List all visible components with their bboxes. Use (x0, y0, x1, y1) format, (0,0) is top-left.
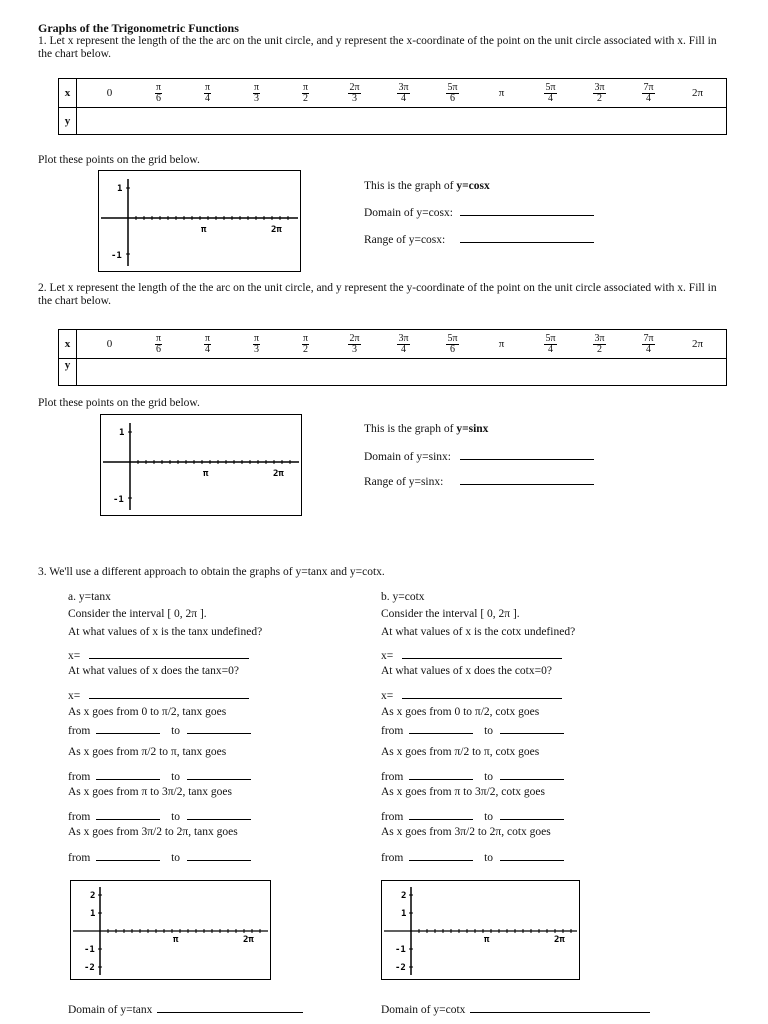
x-value-fraction (155, 334, 162, 355)
fraction-numerator: 2π (349, 332, 360, 344)
x-value-cell (526, 334, 575, 355)
x-value-fraction (155, 83, 162, 104)
q3a-zero-blank[interactable] (89, 688, 249, 699)
q3b-goes2: As x goes from π/2 to π, cotx goes (381, 746, 540, 758)
cot-domain-blank[interactable] (470, 1002, 650, 1013)
tick-label-neg1: -1 (84, 945, 95, 955)
to-label: to (484, 852, 494, 864)
x-value-cell (379, 83, 428, 104)
x-value-cell (85, 338, 134, 350)
fraction-numerator: 3π (398, 332, 409, 344)
tan-domain-line (68, 1002, 303, 1016)
q3b-from-to-2 (381, 769, 564, 783)
fraction-denominator: 4 (646, 92, 651, 104)
from-blank[interactable] (96, 723, 160, 734)
x-value-fraction (348, 334, 360, 355)
tick-label-1: 1 (117, 184, 123, 194)
sin-domain-line (364, 449, 594, 463)
q3a-from-to-2 (68, 769, 251, 783)
x-value: π (498, 87, 505, 99)
x-value-cell (624, 83, 673, 104)
x-value-cell (183, 334, 232, 355)
fraction-denominator: 6 (156, 343, 161, 355)
fraction-denominator: 6 (156, 92, 161, 104)
x-value-cell (85, 87, 134, 99)
tan-graph-svg (71, 881, 270, 979)
graph-label-prefix: This is the graph of (364, 180, 457, 192)
x-value-cell (673, 338, 722, 350)
domain-label: Domain of y=sinx: (364, 451, 451, 463)
q3a-zero-answer (68, 688, 249, 702)
x-value-cell (624, 334, 673, 355)
fraction-denominator: 3 (254, 92, 259, 104)
x-value-cell (134, 334, 183, 355)
q3b-goes1: As x goes from 0 to π/2, cotx goes (381, 706, 540, 718)
graph-label-prefix: This is the graph of (364, 423, 457, 435)
q3a-from-to-1 (68, 723, 251, 737)
to-label: to (171, 725, 181, 737)
tick-label-pi: π (173, 935, 179, 945)
x-value-cell (281, 334, 330, 355)
tick-label-2: 2 (401, 891, 407, 901)
tick-label-1: 1 (90, 909, 96, 919)
q3a-interval: Consider the interval [ 0, 2π ]. (68, 608, 207, 620)
range-label: Range of y=sinx: (364, 476, 444, 488)
x-value-fraction (397, 83, 409, 104)
q3b-heading: b. y=cotx (381, 591, 425, 603)
tick-label-2pi: 2π (273, 469, 284, 479)
x-value-fraction (397, 334, 409, 355)
q3b-undefined-answer (381, 648, 562, 662)
x-value-fraction (642, 334, 654, 355)
q3b-goes4: As x goes from 3π/2 to 2π, cotx goes (381, 826, 551, 838)
x-value: 2π (691, 338, 704, 350)
x-value-cell (673, 87, 722, 99)
q3a-undefined-answer (68, 648, 249, 662)
x-value-fraction (253, 334, 260, 355)
fraction-numerator: π (155, 332, 162, 344)
fraction-denominator: 4 (401, 343, 406, 355)
y-row-label: y (59, 108, 77, 135)
from-label: from (68, 811, 91, 823)
x-eq-label: x= (68, 690, 81, 702)
x-value-fraction (302, 83, 309, 104)
q3b-goes3: As x goes from π to 3π/2, cotx goes (381, 786, 545, 798)
fraction-denominator: 4 (646, 343, 651, 355)
to-blank[interactable] (500, 850, 564, 861)
fraction-numerator: π (302, 332, 309, 344)
fraction-denominator: 6 (450, 343, 455, 355)
x-value: 0 (106, 87, 113, 99)
from-blank[interactable] (96, 769, 160, 780)
q3b-zero-answer (381, 688, 562, 702)
tick-label-pi: π (484, 935, 490, 945)
cot-graph-grid[interactable] (381, 880, 580, 980)
tick-label-neg1: -1 (113, 495, 124, 505)
domain-label: Domain of y=cotx (381, 1004, 466, 1016)
q3a-goes2: As x goes from π/2 to π, tanx goes (68, 746, 227, 758)
from-blank[interactable] (409, 850, 473, 861)
domain-label: Domain of y=tanx (68, 1004, 153, 1016)
tick-label-2pi: 2π (243, 935, 254, 945)
tan-graph-grid[interactable] (70, 880, 271, 980)
fraction-denominator: 4 (548, 343, 553, 355)
to-blank[interactable] (187, 809, 251, 820)
to-label: to (484, 725, 494, 737)
q3a-goes4: As x goes from 3π/2 to 2π, tanx goes (68, 826, 238, 838)
x-value-fraction (253, 83, 260, 104)
x-row-label: x (59, 79, 77, 108)
q3a-heading: a. y=tanx (68, 591, 111, 603)
cos-range-line (364, 232, 594, 246)
to-label: to (171, 771, 181, 783)
tick-label-neg2: -2 (84, 963, 95, 973)
x-value-fraction (204, 83, 211, 104)
x-value: 0 (106, 338, 113, 350)
cos-domain-blank[interactable] (460, 205, 594, 216)
q1-table (58, 78, 727, 135)
sin-graph-grid[interactable] (100, 414, 302, 516)
sin-graph-label (364, 423, 488, 435)
page-title: Graphs of the Trigonometric Functions (38, 21, 239, 35)
x-value-fraction (348, 83, 360, 104)
fraction-numerator: π (204, 332, 211, 344)
to-label: to (484, 811, 494, 823)
tick-label-neg2: -2 (395, 963, 406, 973)
from-blank[interactable] (409, 769, 473, 780)
q3a-from-to-4 (68, 850, 251, 864)
q3b-from-to-4 (381, 850, 564, 864)
sin-domain-blank[interactable] (460, 449, 594, 460)
x-value-fraction (593, 83, 605, 104)
x-value-cell (575, 334, 624, 355)
graph-label-fn: y=cosx (456, 180, 490, 192)
to-label: to (171, 852, 181, 864)
q2-table (58, 329, 727, 386)
to-label: to (171, 811, 181, 823)
fraction-denominator: 3 (352, 92, 357, 104)
fraction-denominator: 3 (352, 343, 357, 355)
q2-plot-label: Plot these points on the grid below. (38, 397, 200, 409)
cot-domain-line (381, 1002, 650, 1016)
q1-text: 1. Let x represent the length of the the arc on the unit circle, and y represent the x-coordinate of the point on the unit circle associated with x. Fill in the chart below. (38, 35, 717, 60)
fraction-denominator: 3 (254, 343, 259, 355)
x-value-fraction (544, 83, 556, 104)
cos-graph-label (364, 180, 490, 192)
tick-label-1: 1 (119, 428, 125, 438)
x-value-fraction (446, 83, 458, 104)
sin-graph-svg (101, 415, 301, 515)
to-blank[interactable] (500, 769, 564, 780)
fraction-numerator: 5π (545, 81, 556, 93)
from-label: from (381, 852, 404, 864)
q3b-interval: Consider the interval [ 0, 2π ]. (381, 608, 520, 620)
from-label: from (381, 771, 404, 783)
graph-label-fn: y=sinx (456, 423, 489, 435)
from-blank[interactable] (409, 809, 473, 820)
cos-graph-svg (99, 171, 300, 271)
tick-label-2pi: 2π (554, 935, 565, 945)
x-value-fraction (302, 334, 309, 355)
x-value-fraction (446, 334, 458, 355)
x-value-cell (232, 334, 281, 355)
q3a-zero-q: At what values of x does the tanx=0? (68, 665, 239, 677)
range-label: Range of y=cosx: (364, 234, 446, 246)
sin-range-blank[interactable] (460, 474, 594, 485)
cos-range-blank[interactable] (460, 232, 594, 243)
fraction-denominator: 4 (401, 92, 406, 104)
q3a-from-to-3 (68, 809, 251, 823)
from-label: from (381, 811, 404, 823)
x-value: π (498, 338, 505, 350)
from-label: from (381, 725, 404, 737)
y-values-row[interactable] (77, 108, 727, 135)
q3b-zero-q: At what values of x does the cotx=0? (381, 665, 552, 677)
x-value: 2π (691, 87, 704, 99)
x-axis-ticks (128, 432, 290, 498)
q3a-undefined-q: At what values of x is the tanx undefined? (68, 626, 263, 638)
from-label: from (68, 771, 91, 783)
x-eq-label: x= (381, 650, 394, 662)
x-eq-label: x= (68, 650, 81, 662)
to-blank[interactable] (500, 809, 564, 820)
fraction-numerator: 7π (643, 332, 654, 344)
x-value-cell (232, 83, 281, 104)
x-value-cell (281, 83, 330, 104)
to-blank[interactable] (187, 850, 251, 861)
q3b-undefined-blank[interactable] (402, 648, 562, 659)
tick-label-pi: π (203, 469, 209, 479)
from-blank[interactable] (96, 809, 160, 820)
to-blank[interactable] (187, 769, 251, 780)
x-values-row (77, 330, 726, 358)
x-value-cell (183, 83, 232, 104)
x-eq-label: x= (381, 690, 394, 702)
fraction-numerator: π (253, 332, 260, 344)
q3a-goes1: As x goes from 0 to π/2, tanx goes (68, 706, 227, 718)
x-value-cell (477, 87, 526, 99)
cos-domain-line (364, 205, 594, 219)
to-blank[interactable] (187, 723, 251, 734)
fraction-numerator: 5π (447, 332, 458, 344)
x-value-cell (428, 83, 477, 104)
cos-graph-grid[interactable] (98, 170, 301, 272)
q3b-from-to-1 (381, 723, 564, 737)
from-label: from (68, 852, 91, 864)
x-value-cell (134, 83, 183, 104)
fraction-denominator: 2 (303, 343, 308, 355)
tick-label-neg1: -1 (111, 251, 122, 261)
from-blank[interactable] (96, 850, 160, 861)
x-value-fraction (544, 334, 556, 355)
fraction-numerator: 7π (643, 81, 654, 93)
domain-label: Domain of y=cosx: (364, 207, 453, 219)
x-value-fraction (593, 334, 605, 355)
tick-label-pi: π (201, 225, 207, 235)
cot-graph-svg (382, 881, 579, 979)
fraction-numerator: 2π (349, 81, 360, 93)
from-blank[interactable] (409, 723, 473, 734)
x-value-cell (428, 334, 477, 355)
fraction-numerator: 3π (594, 81, 605, 93)
tick-label-2: 2 (90, 891, 96, 901)
sin-range-line (364, 474, 594, 488)
q3-intro: 3. We'll use a different approach to obtain the graphs of y=tanx and y=cotx. (38, 566, 385, 578)
q3b-undefined-q: At what values of x is the cotx undefined? (381, 626, 576, 638)
fraction-denominator: 2 (597, 343, 602, 355)
q3b-from-to-3 (381, 809, 564, 823)
fraction-numerator: π (253, 81, 260, 93)
x-value-cell (379, 334, 428, 355)
x-value-cell (477, 338, 526, 350)
tick-label-1: 1 (401, 909, 407, 919)
to-blank[interactable] (500, 723, 564, 734)
fraction-denominator: 2 (597, 92, 602, 104)
x-value-cell (330, 334, 379, 355)
x-value-fraction (204, 334, 211, 355)
to-label: to (484, 771, 494, 783)
fraction-numerator: 5π (545, 332, 556, 344)
tan-domain-blank[interactable] (157, 1002, 303, 1013)
q3a-undefined-blank[interactable] (89, 648, 249, 659)
y-values-row[interactable] (77, 359, 727, 386)
fraction-numerator: π (204, 81, 211, 93)
q3a-goes3: As x goes from π to 3π/2, tanx goes (68, 786, 232, 798)
fraction-denominator: 6 (450, 92, 455, 104)
x-value-cell (330, 83, 379, 104)
from-label: from (68, 725, 91, 737)
fraction-denominator: 4 (548, 92, 553, 104)
x-value-cell (526, 83, 575, 104)
q1-plot-label: Plot these points on the grid below. (38, 154, 200, 166)
fraction-numerator: 3π (398, 81, 409, 93)
q2-text: 2. Let x represent the length of the the arc on the unit circle, and y represent the y-coordinate of the point on the unit circle associated with x. Fill in the chart below. (38, 282, 717, 307)
x-row-label: x (59, 330, 77, 359)
q3b-zero-blank[interactable] (402, 688, 562, 699)
fraction-numerator: π (302, 81, 309, 93)
fraction-numerator: π (155, 81, 162, 93)
x-axis-ticks (126, 188, 288, 254)
x-value-fraction (642, 83, 654, 104)
tick-label-2pi: 2π (271, 225, 282, 235)
fraction-denominator: 4 (205, 343, 210, 355)
tick-label-neg1: -1 (395, 945, 406, 955)
fraction-denominator: 4 (205, 92, 210, 104)
x-values-row (77, 79, 726, 107)
fraction-numerator: 3π (594, 332, 605, 344)
fraction-denominator: 2 (303, 92, 308, 104)
y-row-label: y (59, 359, 77, 386)
x-value-cell (575, 83, 624, 104)
fraction-numerator: 5π (447, 81, 458, 93)
